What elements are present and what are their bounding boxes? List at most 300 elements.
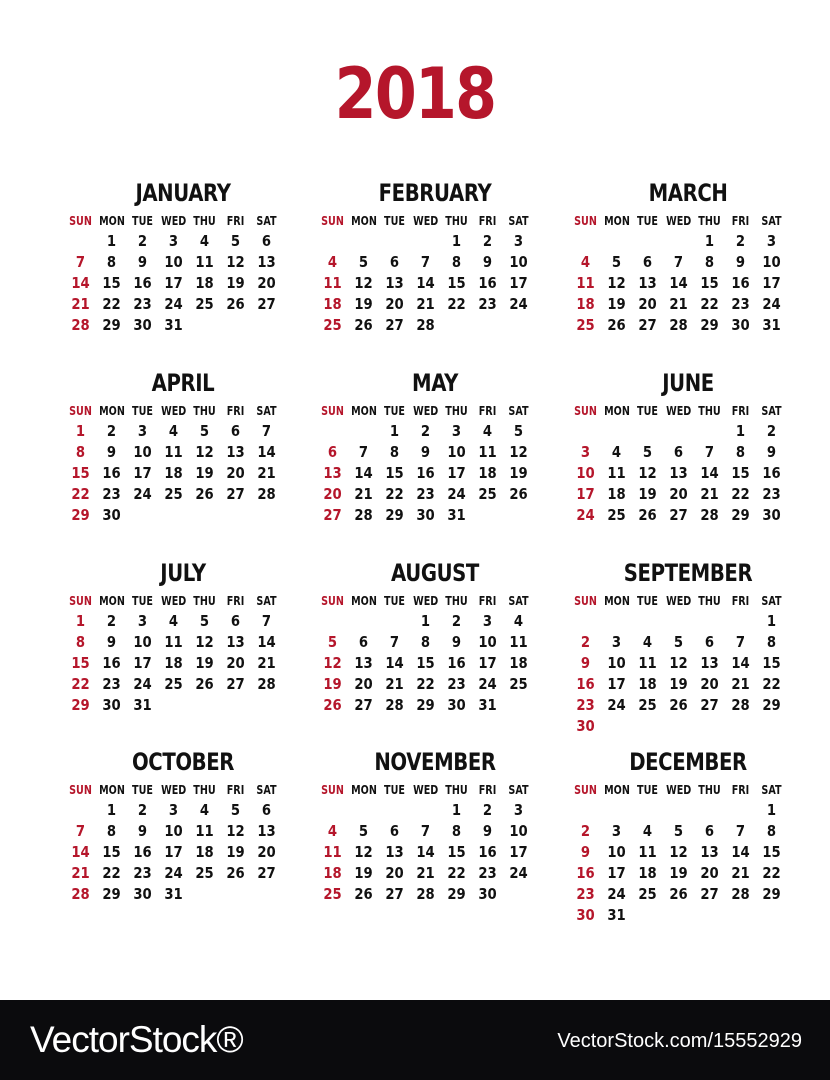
day-cell: 14 <box>71 843 90 861</box>
weekday-label: MON <box>351 594 377 608</box>
weekday-label: SUN <box>574 594 597 608</box>
empty-cell <box>727 800 754 821</box>
day-cell: 5 <box>673 633 684 651</box>
day-cell: 5 <box>358 822 369 840</box>
day-cell: 26 <box>607 316 626 334</box>
day-cell: 3 <box>482 612 493 630</box>
day-cell: 12 <box>226 822 245 840</box>
day-cell: 9 <box>420 443 431 461</box>
day-cell: 30 <box>478 885 497 903</box>
weekday-label: SUN <box>69 214 92 228</box>
day-cell: 26 <box>669 885 688 903</box>
day-cell: 4 <box>642 822 653 840</box>
day-cell: 5 <box>642 443 653 461</box>
day-cell: 25 <box>164 485 183 503</box>
day-cell: 18 <box>509 654 528 672</box>
day-cell: 19 <box>638 485 657 503</box>
month-name: JUNE <box>662 369 714 397</box>
day-cell: 29 <box>447 885 466 903</box>
day-cell: 13 <box>669 464 688 482</box>
day-cell: 24 <box>607 885 626 903</box>
day-cell: 16 <box>731 274 750 292</box>
day-cell: 11 <box>638 654 657 672</box>
weekday-label: THU <box>445 404 468 418</box>
weekday-label: SUN <box>321 214 344 228</box>
empty-cell <box>634 611 661 632</box>
day-cell: 21 <box>257 464 276 482</box>
day-cell: 22 <box>416 675 435 693</box>
day-cell: 6 <box>673 443 684 461</box>
weekday-label: SUN <box>321 594 344 608</box>
weekday-header <box>317 401 553 421</box>
day-cell: 26 <box>323 696 342 714</box>
day-grid <box>570 231 787 336</box>
day-cell: 6 <box>230 612 241 630</box>
weekday-header <box>317 591 553 611</box>
weekday-label: MON <box>351 214 377 228</box>
year-title: 2018 <box>334 53 496 135</box>
day-cell: 9 <box>580 654 591 672</box>
day-cell: 9 <box>766 443 777 461</box>
day-cell: 11 <box>509 633 528 651</box>
day-cell: 3 <box>513 232 524 250</box>
day-cell: 20 <box>226 464 245 482</box>
day-cell: 28 <box>416 316 435 334</box>
day-cell: 16 <box>447 654 466 672</box>
day-cell: 9 <box>580 843 591 861</box>
weekday-label: MON <box>99 214 125 228</box>
weekday-header <box>570 211 806 231</box>
day-cell: 14 <box>416 274 435 292</box>
day-cell: 11 <box>164 633 183 651</box>
month-september <box>570 558 806 737</box>
day-cell: 18 <box>323 295 342 313</box>
day-cell: 13 <box>638 274 657 292</box>
day-cell: 28 <box>257 675 276 693</box>
day-cell: 2 <box>106 612 117 630</box>
weekday-label: THU <box>445 783 468 797</box>
day-cell: 31 <box>164 885 183 903</box>
day-cell: 25 <box>638 696 657 714</box>
day-cell: 12 <box>638 464 657 482</box>
day-cell: 3 <box>137 612 148 630</box>
day-cell: 11 <box>164 443 183 461</box>
month-name: MARCH <box>648 179 728 207</box>
weekday-label: SUN <box>69 404 92 418</box>
day-cell: 6 <box>642 253 653 271</box>
day-cell: 11 <box>195 253 214 271</box>
empty-cell <box>665 231 692 252</box>
day-cell: 19 <box>195 654 214 672</box>
day-cell: 14 <box>669 274 688 292</box>
month-july <box>65 558 301 716</box>
day-cell: 18 <box>164 654 183 672</box>
day-cell: 13 <box>700 843 719 861</box>
weekday-label: FRI <box>731 783 750 797</box>
day-cell: 15 <box>71 654 90 672</box>
day-cell: 18 <box>576 295 595 313</box>
day-cell: 27 <box>226 485 245 503</box>
weekday-header <box>317 780 553 800</box>
day-cell: 10 <box>762 253 781 271</box>
day-cell: 20 <box>385 295 404 313</box>
day-cell: 12 <box>607 274 626 292</box>
weekday-label: TUE <box>132 783 153 797</box>
day-cell: 27 <box>257 864 276 882</box>
month-name: JANUARY <box>135 179 231 207</box>
weekday-header <box>570 591 806 611</box>
day-cell: 27 <box>257 295 276 313</box>
day-cell: 1 <box>704 232 715 250</box>
weekday-label: WED <box>161 214 187 228</box>
day-cell: 8 <box>735 443 746 461</box>
empty-cell <box>572 231 599 252</box>
day-cell: 3 <box>451 422 462 440</box>
day-cell: 3 <box>766 232 777 250</box>
day-cell: 7 <box>75 822 86 840</box>
day-cell: 23 <box>133 295 152 313</box>
day-cell: 20 <box>700 675 719 693</box>
day-cell: 3 <box>137 422 148 440</box>
day-cell: 21 <box>669 295 688 313</box>
day-cell: 25 <box>323 885 342 903</box>
day-cell: 31 <box>762 316 781 334</box>
day-cell: 7 <box>735 633 746 651</box>
day-cell: 24 <box>762 295 781 313</box>
day-cell: 8 <box>451 822 462 840</box>
day-cell: 20 <box>257 843 276 861</box>
day-cell: 12 <box>323 654 342 672</box>
day-cell: 19 <box>669 675 688 693</box>
weekday-label: SUN <box>69 783 92 797</box>
day-cell: 28 <box>731 696 750 714</box>
day-cell: 12 <box>354 843 373 861</box>
day-cell: 28 <box>416 885 435 903</box>
day-cell: 16 <box>133 843 152 861</box>
month-name: NOVEMBER <box>374 748 496 776</box>
empty-cell <box>603 800 630 821</box>
day-cell: 25 <box>607 506 626 524</box>
weekday-label: MON <box>604 783 630 797</box>
weekday-label: THU <box>698 404 721 418</box>
day-cell: 10 <box>607 843 626 861</box>
month-april <box>65 368 301 526</box>
day-cell: 7 <box>261 612 272 630</box>
day-cell: 24 <box>164 864 183 882</box>
weekday-label: SAT <box>508 783 529 797</box>
day-cell: 2 <box>482 801 493 819</box>
day-cell: 15 <box>447 843 466 861</box>
day-cell: 3 <box>580 443 591 461</box>
weekday-label: MON <box>351 783 377 797</box>
empty-cell <box>665 800 692 821</box>
day-cell: 9 <box>482 253 493 271</box>
month-name: DECEMBER <box>629 748 747 776</box>
weekday-label: WED <box>666 404 692 418</box>
day-cell: 4 <box>513 612 524 630</box>
day-cell: 23 <box>576 696 595 714</box>
day-cell: 24 <box>509 864 528 882</box>
day-cell: 21 <box>71 295 90 313</box>
day-cell: 5 <box>199 422 210 440</box>
weekday-header <box>65 211 301 231</box>
stock-id: VectorStock.com/15552929 <box>557 1030 802 1052</box>
day-cell: 26 <box>226 864 245 882</box>
weekday-label: THU <box>193 404 216 418</box>
day-cell: 29 <box>102 885 121 903</box>
day-cell: 5 <box>611 253 622 271</box>
weekday-label: FRI <box>731 214 750 228</box>
day-cell: 12 <box>226 253 245 271</box>
day-cell: 20 <box>323 485 342 503</box>
day-cell: 8 <box>106 253 117 271</box>
day-cell: 11 <box>323 274 342 292</box>
month-december <box>570 747 806 926</box>
day-cell: 19 <box>323 675 342 693</box>
day-cell: 16 <box>102 654 121 672</box>
weekday-label: TUE <box>637 783 658 797</box>
day-cell: 14 <box>731 843 750 861</box>
day-cell: 14 <box>71 274 90 292</box>
weekday-label: TUE <box>384 783 405 797</box>
day-cell: 23 <box>133 864 152 882</box>
day-cell: 30 <box>576 717 595 735</box>
day-cell: 26 <box>195 675 214 693</box>
day-cell: 14 <box>257 633 276 651</box>
day-cell: 18 <box>638 675 657 693</box>
day-cell: 14 <box>416 843 435 861</box>
day-cell: 29 <box>102 316 121 334</box>
day-grid <box>317 800 534 905</box>
weekday-label: SAT <box>761 404 782 418</box>
day-cell: 27 <box>323 506 342 524</box>
day-cell: 1 <box>106 232 117 250</box>
weekday-label: THU <box>445 594 468 608</box>
weekday-label: MON <box>351 404 377 418</box>
weekday-label: THU <box>193 214 216 228</box>
day-cell: 16 <box>416 464 435 482</box>
day-cell: 7 <box>420 253 431 271</box>
month-name: APRIL <box>151 369 215 397</box>
day-cell: 20 <box>226 654 245 672</box>
day-grid <box>317 611 534 716</box>
empty-cell <box>381 800 408 821</box>
day-cell: 5 <box>673 822 684 840</box>
day-cell: 28 <box>71 885 90 903</box>
day-cell: 27 <box>700 696 719 714</box>
day-cell: 23 <box>102 675 121 693</box>
day-cell: 30 <box>416 506 435 524</box>
weekday-label: MON <box>99 404 125 418</box>
day-cell: 22 <box>762 864 781 882</box>
day-cell: 22 <box>731 485 750 503</box>
day-cell: 28 <box>669 316 688 334</box>
empty-cell <box>319 800 346 821</box>
weekday-header <box>570 401 806 421</box>
day-cell: 6 <box>261 232 272 250</box>
day-cell: 18 <box>323 864 342 882</box>
weekday-label: FRI <box>478 214 497 228</box>
weekday-label: SAT <box>508 214 529 228</box>
day-cell: 21 <box>416 864 435 882</box>
day-cell: 2 <box>766 422 777 440</box>
day-cell: 11 <box>607 464 626 482</box>
day-cell: 8 <box>106 822 117 840</box>
day-cell: 17 <box>607 675 626 693</box>
day-cell: 2 <box>137 801 148 819</box>
empty-cell <box>350 611 377 632</box>
day-cell: 16 <box>576 864 595 882</box>
day-cell: 27 <box>638 316 657 334</box>
day-cell: 15 <box>102 274 121 292</box>
day-cell: 13 <box>226 443 245 461</box>
month-august <box>317 558 553 716</box>
day-cell: 6 <box>704 822 715 840</box>
day-cell: 12 <box>669 654 688 672</box>
day-cell: 31 <box>447 506 466 524</box>
weekday-label: SAT <box>256 783 277 797</box>
empty-cell <box>572 611 599 632</box>
weekday-label: MON <box>604 404 630 418</box>
day-cell: 22 <box>71 675 90 693</box>
day-cell: 1 <box>766 801 777 819</box>
month-october <box>65 747 301 905</box>
day-grid <box>317 421 534 526</box>
day-cell: 10 <box>164 822 183 840</box>
weekday-label: TUE <box>637 214 658 228</box>
weekday-label: SAT <box>508 404 529 418</box>
month-june <box>570 368 806 526</box>
day-cell: 23 <box>478 295 497 313</box>
day-cell: 11 <box>638 843 657 861</box>
day-cell: 8 <box>704 253 715 271</box>
weekday-label: SAT <box>256 404 277 418</box>
day-cell: 23 <box>416 485 435 503</box>
day-cell: 7 <box>420 822 431 840</box>
day-cell: 14 <box>700 464 719 482</box>
day-cell: 30 <box>133 316 152 334</box>
weekday-label: WED <box>413 594 439 608</box>
empty-cell <box>634 231 661 252</box>
empty-cell <box>319 421 346 442</box>
day-cell: 19 <box>226 843 245 861</box>
day-cell: 21 <box>385 675 404 693</box>
weekday-label: SUN <box>321 783 344 797</box>
day-cell: 16 <box>102 464 121 482</box>
weekday-label: WED <box>413 214 439 228</box>
day-cell: 17 <box>447 464 466 482</box>
day-cell: 25 <box>195 864 214 882</box>
weekday-label: MON <box>99 594 125 608</box>
empty-cell <box>412 800 439 821</box>
empty-cell <box>634 421 661 442</box>
day-cell: 28 <box>71 316 90 334</box>
day-cell: 22 <box>102 864 121 882</box>
weekday-label: TUE <box>637 404 658 418</box>
day-cell: 9 <box>137 253 148 271</box>
day-cell: 16 <box>478 843 497 861</box>
day-cell: 4 <box>482 422 493 440</box>
weekday-label: WED <box>413 404 439 418</box>
day-grid <box>570 800 787 926</box>
day-cell: 5 <box>513 422 524 440</box>
day-cell: 20 <box>638 295 657 313</box>
day-cell: 18 <box>164 464 183 482</box>
day-cell: 26 <box>354 316 373 334</box>
day-cell: 7 <box>75 253 86 271</box>
day-cell: 26 <box>226 295 245 313</box>
empty-cell <box>696 611 723 632</box>
empty-cell <box>603 231 630 252</box>
month-name: OCTOBER <box>131 748 235 776</box>
empty-cell <box>696 421 723 442</box>
day-cell: 10 <box>478 633 497 651</box>
day-cell: 8 <box>75 633 86 651</box>
day-cell: 22 <box>700 295 719 313</box>
day-cell: 12 <box>354 274 373 292</box>
day-cell: 19 <box>226 274 245 292</box>
weekday-label: WED <box>666 594 692 608</box>
day-cell: 29 <box>762 696 781 714</box>
day-cell: 23 <box>762 485 781 503</box>
weekday-label: WED <box>666 214 692 228</box>
day-cell: 17 <box>607 864 626 882</box>
weekday-header <box>65 401 301 421</box>
day-cell: 21 <box>700 485 719 503</box>
day-cell: 3 <box>513 801 524 819</box>
weekday-label: SAT <box>761 783 782 797</box>
day-cell: 19 <box>509 464 528 482</box>
day-cell: 14 <box>257 443 276 461</box>
month-february <box>317 178 553 336</box>
day-cell: 8 <box>451 253 462 271</box>
day-cell: 25 <box>509 675 528 693</box>
day-cell: 6 <box>389 253 400 271</box>
day-cell: 22 <box>385 485 404 503</box>
weekday-header <box>317 211 553 231</box>
day-cell: 5 <box>199 612 210 630</box>
day-cell: 2 <box>580 633 591 651</box>
day-cell: 16 <box>133 274 152 292</box>
day-cell: 25 <box>323 316 342 334</box>
day-cell: 24 <box>478 675 497 693</box>
day-cell: 28 <box>354 506 373 524</box>
empty-cell <box>665 611 692 632</box>
day-cell: 7 <box>673 253 684 271</box>
day-cell: 23 <box>576 885 595 903</box>
weekday-label: SUN <box>574 214 597 228</box>
day-cell: 10 <box>164 253 183 271</box>
day-cell: 4 <box>168 422 179 440</box>
weekday-label: THU <box>698 594 721 608</box>
day-cell: 29 <box>71 696 90 714</box>
weekday-label: THU <box>698 783 721 797</box>
day-cell: 5 <box>358 253 369 271</box>
day-cell: 17 <box>762 274 781 292</box>
day-cell: 1 <box>420 612 431 630</box>
day-cell: 24 <box>133 485 152 503</box>
weekday-label: FRI <box>226 783 245 797</box>
day-cell: 26 <box>354 885 373 903</box>
weekday-label: FRI <box>731 404 750 418</box>
day-cell: 17 <box>133 654 152 672</box>
weekday-label: MON <box>604 214 630 228</box>
day-cell: 13 <box>257 822 276 840</box>
day-cell: 17 <box>576 485 595 503</box>
weekday-header <box>65 591 301 611</box>
weekday-label: TUE <box>132 594 153 608</box>
day-cell: 2 <box>735 232 746 250</box>
